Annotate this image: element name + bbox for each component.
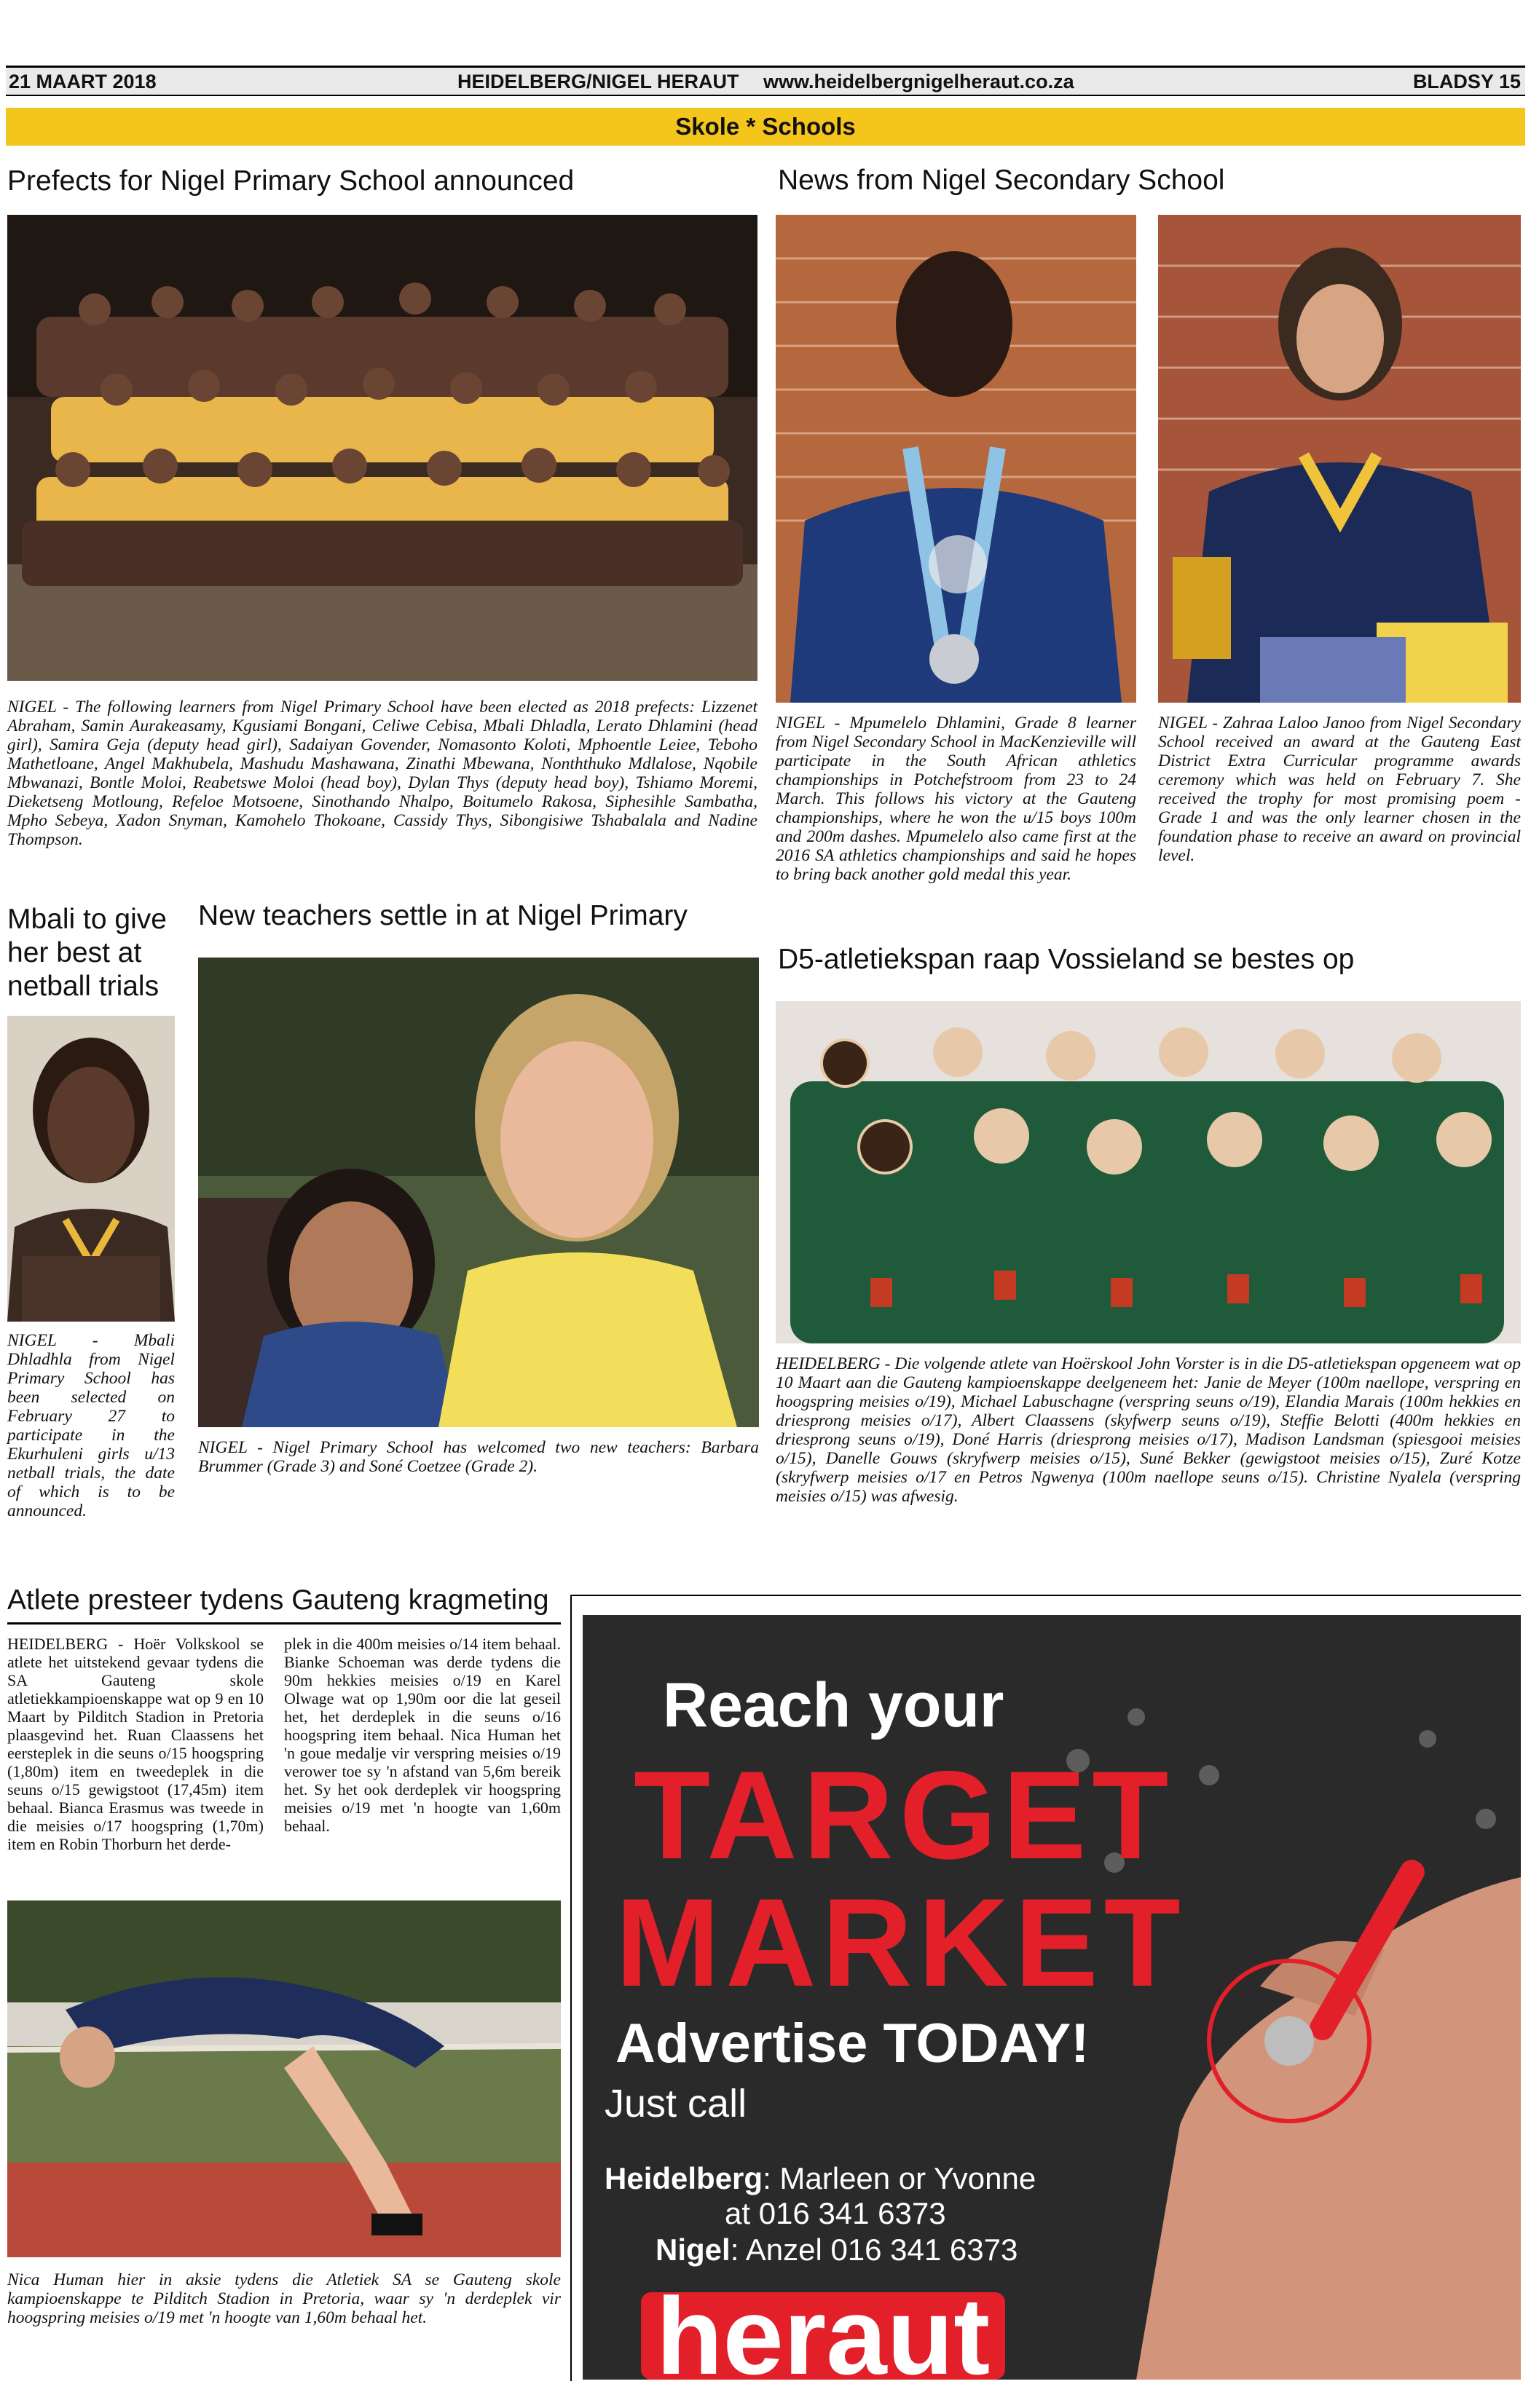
- issue-date: 21 MAART 2018: [9, 71, 157, 92]
- ad-line-reach: Reach your: [663, 1670, 1004, 1740]
- newspaper-url[interactable]: www.heidelbergnigelheraut.co.za: [763, 71, 1074, 92]
- masthead: [6, 66, 1525, 96]
- ad-line-advertise: Advertise TODAY!: [615, 2013, 1090, 2075]
- zahraa-photo: [1158, 215, 1521, 703]
- section-banner: Skole * Schools: [6, 108, 1525, 146]
- newspaper-name: HEIDELBERG/NIGEL HERAUT: [457, 71, 739, 92]
- teachers-caption: NIGEL - Nigel Primary School has welcomed two new teachers: Barbara Brummer (Grade 3) and Soné Coetzee (Grade 2).: [198, 1438, 759, 1476]
- gauteng-column-2: plek in die 400m meisies o/14 item behaal. Bianke Schoeman was derde tydens die 90m hekkies meisies o/19 en Karel Olwage wat op 1,90m oor die lat geseil het, het derdeplek in die seuns o/16 hoogspring item behaal. Nica Human het 'n goue medalje vir verspring meisies o/19 verower toe sy 'n afstand van 5,6m bereik het. Sy het ook derdeplek vir hoogspring meisies o/19 met 'n hoogte van 1,60m behaal.: [284, 1635, 561, 1835]
- ad-nigel-text[interactable]: : Anzel 016 341 6373: [730, 2233, 1018, 2267]
- prefects-caption: NIGEL - The following learners from Nigel Primary School have been elected as 2018 prefects: Lizzenet Abraham, Samin Aurakeasamy, Kgusiami Bongani, Celiwe Cebisa, Mbali Dhladla, Lerato Dhlamini (head girl), Samira Geja (deputy head girl), Sadaiyan Govender, Nomasonto Koloti, Mphoentle Leiee, Teboho Mathetloane, Angel Makhubela, Mashudu Mashawana, Zinathi Mbewana, Nonththuko Mdlalose, Nqobile Mbwanazi, Bontle Moloi, Reabetswe Moloi (head boy), Dylan Thys (deputy head boy), Tshiamo Moremi, Dieketseng Motloung, Refeloe Motsoene, Sinothando Nhalpo, Boitumelo Rakosa, Siphesihle Sambatha, Mpho Sebeya, Xadon Snyman, Kamohelo Thokoane, Cassidy Thys, Sibongisiwe Tshabalala and Nadine Thompson.: [7, 698, 757, 849]
- page-number: BLADSY 15: [1412, 71, 1521, 92]
- zahraa-caption: NIGEL - Zahraa Laloo Janoo from Nigel Secondary School received an award at the Gauteng East District Extra Curricular programme awards ceremony which was held on February 7. She received the trophy for most promising poem - Grade 1 and was the only learner chosen in the foundation phase to receive an award on provincial level.: [1158, 714, 1521, 865]
- ad-border-top: [570, 1595, 1521, 1596]
- gauteng-headline: Atlete presteer tydens Gauteng kragmeting: [7, 1584, 549, 1616]
- ad-heidelberg-label: Heidelberg: [605, 2161, 763, 2195]
- ad-line-market: MARKET: [615, 1873, 1186, 2013]
- mbali-caption: NIGEL - Mbali Dhladhla from Nigel Primary School has been selected on February 27 to participate in the Ekurhuleni girls u/13 netball trials, the date of which is to be announced.: [7, 1331, 175, 1520]
- prefects-headline: Prefects for Nigel Primary School announced: [7, 165, 575, 197]
- ad-heidelberg-contact: [605, 2161, 1036, 2196]
- d5-team-photo: [776, 1001, 1521, 1343]
- gauteng-rule: [7, 1622, 561, 1625]
- ad-line-target: TARGET: [634, 1745, 1175, 1885]
- heraut-logo: heraut: [641, 2292, 1005, 2380]
- herald-advertisement[interactable]: [583, 1615, 1521, 2380]
- d5-caption: HEIDELBERG - Die volgende atlete van Hoërskool John Vorster is in die D5-atletiekspan opgeneem wat op 10 Maart aan die Gauteng kampioenskappe deelgeneem het: Janie de Meyer (100m naellope, verspring en hoogspring meisies o/19), Michael Labuschagne (verspring seuns o/19), Elandia Marais (100m hekkies en driesprong meisies o/17), Albert Claassens (skyfwerp seuns o/19), Steffie Belotti (400m hekkies en driesprong seuns o/19), Doné Harris (driesprong meisies o/17), Madison Landsman (spiesgooi meisies o/15), Danelle Gouws (skryfwerp meisies o/15), Suné Bekker (gewigstoot meisies o/15), Zuré Kotze (skryfwerp meisies o/17 en Petros Ngwenya (100m naellope seuns o/15). Christine Nyalela (verspring meisies o/15) was afwesig.: [776, 1354, 1521, 1506]
- high-jump-caption: Nica Human hier in aksie tydens die Atletiek SA se Gauteng skole kampioenskappe te Pilditch Stadion in Pretoria, waar sy 'n derdeplek vir hoogspring meisies o/19 met 'n hoogte van 1,60m behaal het.: [7, 2270, 561, 2327]
- ad-line-call: Just call: [605, 2082, 747, 2125]
- ad-nigel-label: Nigel: [656, 2233, 731, 2267]
- ad-heidelberg-text: : Marleen or Yvonne: [763, 2161, 1036, 2195]
- d5-headline: D5-atletiekspan raap Vossieland se bestes op: [778, 944, 1355, 975]
- secondary-headline: News from Nigel Secondary School: [778, 165, 1225, 196]
- teachers-photo: [198, 958, 759, 1427]
- ad-nigel-contact: [656, 2233, 1018, 2267]
- ad-heidelberg-phone[interactable]: at 016 341 6373: [725, 2196, 946, 2230]
- mbali-headline: Mbali to give her best at netball trials: [7, 904, 167, 1002]
- mpumelelo-photo: [776, 215, 1136, 703]
- ad-border-left: [570, 1595, 572, 2381]
- teachers-headline: New teachers settle in at Nigel Primary: [198, 900, 688, 931]
- mbali-photo: [7, 1016, 175, 1322]
- mpumelelo-caption: NIGEL - Mpumelelo Dhlamini, Grade 8 learner from Nigel Secondary School in MacKenzieville will participate in the South African athletics championships in Potchefstroom from 23 to 24 March. This follows his victory at the Gauteng championships, where he won the u/15 boys 100m and 200m dashes. Mpumelelo also came first at the 2016 SA athletics championships and said he hopes to bring back another gold medal this year.: [776, 714, 1136, 884]
- gauteng-column-1: HEIDELBERG - Hoër Volkskool se atlete het uitstekend gevaar tydens die SA Gauteng skole atletiekkampioenskappe wat op 9 en 10 Maart by Pilditch Stadion in Pretoria plaasgevind het. Ruan Claassens het eersteplek in die seuns o/15 hoogspring (1,80m) item en tweedeplek in die seuns o/15 gewigstoot (17,45m) item behaal. Bianca Erasmus was tweede in die meisies o/17 hoogspring (1,70m) item en Robin Thorburn het derde-: [7, 1635, 264, 1853]
- prefects-group-photo: [7, 215, 757, 681]
- high-jump-photo: [7, 1900, 561, 2257]
